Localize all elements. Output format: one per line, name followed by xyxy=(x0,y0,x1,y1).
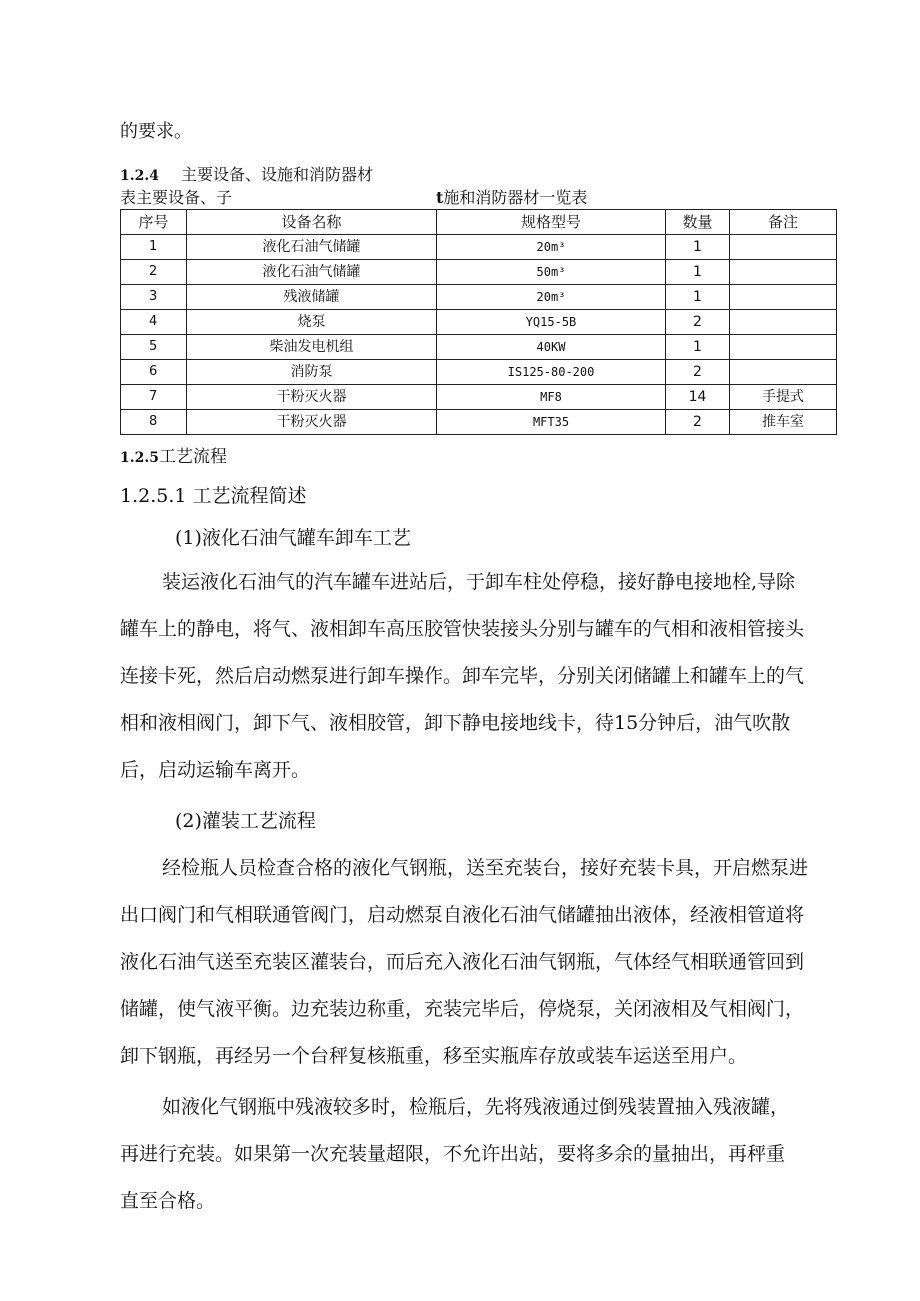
paragraph-line: 经检瓶人员检查合格的液化气钢瓶，送至充装台，接好充装卡具，开启燃泵进 xyxy=(162,857,809,879)
paragraph-line: 储罐，使气液平衡。边充装边称重，充装完毕后，停烧泵，关闭液相及气相阀门， xyxy=(120,998,805,1020)
table-header-row xyxy=(121,210,837,235)
cell-note xyxy=(730,335,837,360)
table-row xyxy=(121,260,837,285)
cell-qty: 2 xyxy=(666,360,730,385)
cell-name: 消防泵 xyxy=(187,360,437,385)
paragraph-line: 相和液相阀门，卸下气、液相胶管，卸下静电接地线卡，待15分钟后，油气吹散 xyxy=(120,712,791,734)
cell-name: 液化石油气储罐 xyxy=(187,260,437,285)
section-heading-1-2-5 xyxy=(120,442,227,467)
table-row xyxy=(121,285,837,310)
paragraph-line: 连接卡死，然后启动燃泵进行卸车操作。卸车完毕，分别关闭储罐上和罐车上的气 xyxy=(120,665,805,687)
cell-qty: 1 xyxy=(666,235,730,260)
table-row xyxy=(121,410,837,435)
cell-spec: YQ15-5B xyxy=(437,310,666,335)
paragraph-line: 出口阀门和气相联通管阀门，启动燃泵自液化石油气储罐抽出液体，经液相管道将 xyxy=(120,904,805,926)
header-name: 设备名称 xyxy=(187,210,437,235)
cell-qty: 1 xyxy=(666,285,730,310)
cell-name: 液化石油气储罐 xyxy=(187,235,437,260)
cell-name: 烧泵 xyxy=(187,310,437,335)
section-heading-1-2-4 xyxy=(120,162,373,185)
cell-name: 柴油发电机组 xyxy=(187,335,437,360)
cell-spec: IS125-80-200 xyxy=(437,360,666,385)
subsection-heading-1: (1)液化石油气罐车卸车工艺 xyxy=(175,527,411,549)
cell-note xyxy=(730,360,837,385)
paragraph-filling xyxy=(120,845,840,1080)
paragraph-line: 液化石油气送至充装区灌装台，而后充入液化石油气钢瓶，气体经气相联通管回到 xyxy=(120,951,805,973)
subsection-heading-2: (2)灌装工艺流程 xyxy=(175,810,316,832)
cell-note: 手提式 xyxy=(730,385,837,410)
cell-seq: 6 xyxy=(121,360,187,385)
cell-note: 推车室 xyxy=(730,410,837,435)
cell-spec: MFT35 xyxy=(437,410,666,435)
header-spec: 规格型号 xyxy=(437,210,666,235)
section-number: 1.2.4 xyxy=(120,168,159,184)
section-title: 工艺流程 xyxy=(158,447,227,467)
continuation-text: 的要求。 xyxy=(120,121,192,142)
table-row xyxy=(121,360,837,385)
paragraph-line: 直至合格。 xyxy=(120,1190,216,1212)
paragraph-line: 罐车上的静电，将气、液相卸车高压胶管快装接头分别与罐车的气相和液相管接头 xyxy=(120,618,805,640)
cell-seq: 8 xyxy=(121,410,187,435)
cell-spec: MF8 xyxy=(437,385,666,410)
paragraph-line: 卸下钢瓶，再经另一个台秤复核瓶重，移至实瓶库存放或装车运送至用户。 xyxy=(120,1045,748,1067)
cell-seq: 5 xyxy=(121,335,187,360)
paragraph-line: 装运液化石油气的汽车罐车进站后，于卸车柱处停稳，接好静电接地栓,导除 xyxy=(162,571,796,593)
cell-note xyxy=(730,310,837,335)
cell-name: 干粉灭火器 xyxy=(187,385,437,410)
cell-spec: 40KW xyxy=(437,335,666,360)
table-row xyxy=(121,310,837,335)
caption-mark: t xyxy=(436,188,444,207)
equipment-table xyxy=(120,209,837,435)
section-heading-1-2-5-1: 1.2.5.1 工艺流程简述 xyxy=(120,485,307,507)
cell-note xyxy=(730,285,837,310)
cell-spec: 20m³ xyxy=(437,235,666,260)
paragraph-unloading xyxy=(120,559,840,794)
table-caption-part1: 表主要设备、子 xyxy=(120,188,233,207)
cell-name: 干粉灭火器 xyxy=(187,410,437,435)
paragraph-residue xyxy=(120,1084,840,1225)
table-row xyxy=(121,235,837,260)
cell-note xyxy=(730,260,837,285)
table-row xyxy=(121,335,837,360)
cell-name: 残液储罐 xyxy=(187,285,437,310)
header-qty: 数量 xyxy=(666,210,730,235)
cell-qty: 1 xyxy=(666,260,730,285)
section-title: 主要设备、设施和消防器材 xyxy=(180,165,373,184)
cell-seq: 1 xyxy=(121,235,187,260)
cell-seq: 4 xyxy=(121,310,187,335)
paragraph-line: 再进行充装。如果第一次充装量超限，不允许出站，要将多余的量抽出，再秤重 xyxy=(120,1143,786,1165)
table-caption-part2 xyxy=(436,185,587,208)
table-row xyxy=(121,385,837,410)
header-seq: 序号 xyxy=(121,210,187,235)
cell-qty: 2 xyxy=(666,410,730,435)
paragraph-line: 后，启动运输车离开。 xyxy=(120,759,311,781)
cell-qty: 1 xyxy=(666,335,730,360)
cell-spec: 20m³ xyxy=(437,285,666,310)
paragraph-line: 如液化气钢瓶中残液较多时，检瓶后，先将残液通过倒残装置抽入残液罐， xyxy=(162,1096,790,1118)
cell-qty: 14 xyxy=(666,385,730,410)
cell-seq: 2 xyxy=(121,260,187,285)
header-note: 备注 xyxy=(730,210,837,235)
cell-note xyxy=(730,235,837,260)
caption-text: 施和消防器材一览表 xyxy=(443,188,588,207)
section-number: 1.2.5 xyxy=(120,450,159,466)
cell-seq: 7 xyxy=(121,385,187,410)
cell-qty: 2 xyxy=(666,310,730,335)
cell-seq: 3 xyxy=(121,285,187,310)
cell-spec: 50m³ xyxy=(437,260,666,285)
